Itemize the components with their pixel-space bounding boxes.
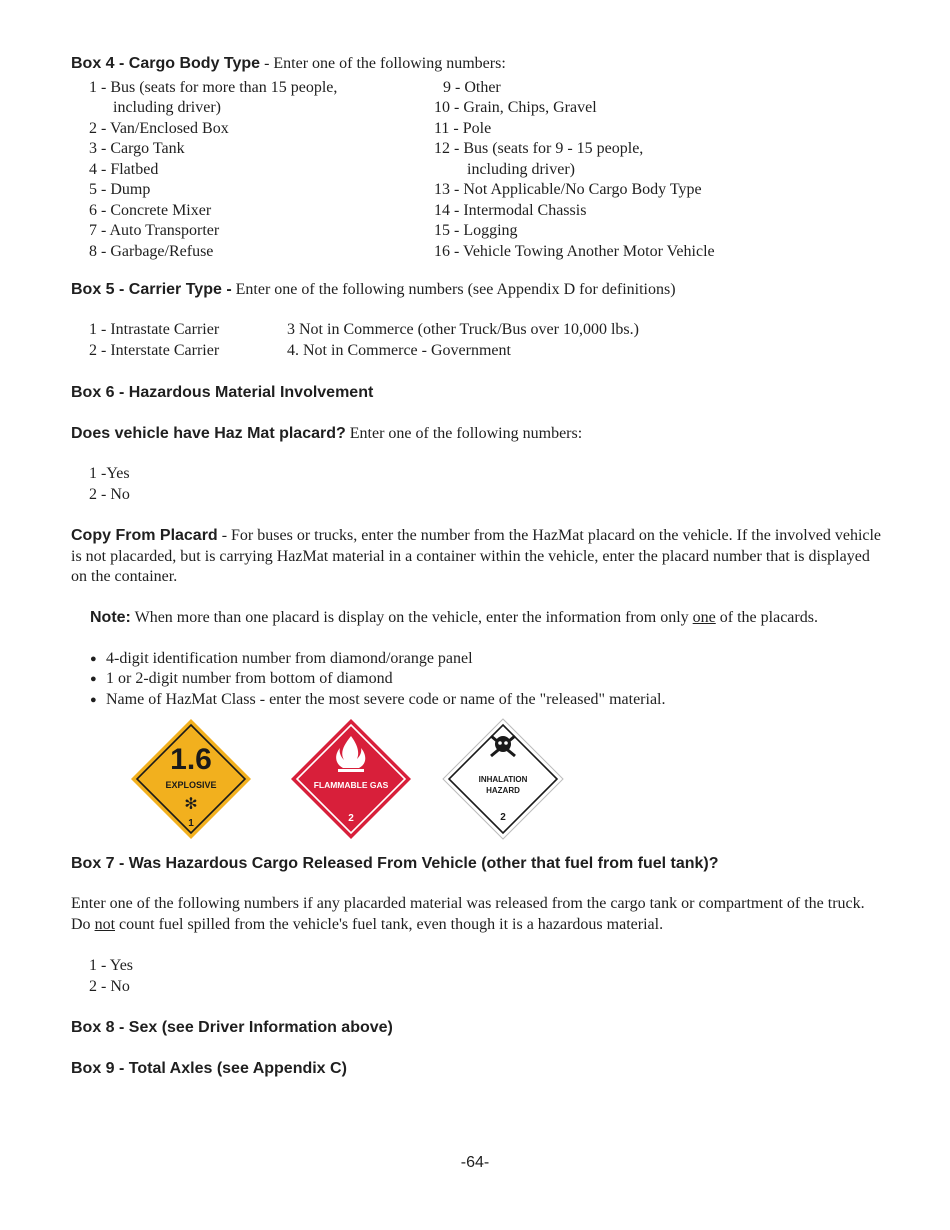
list-item: 15 - Logging: [434, 222, 518, 239]
placard-division: 1.6: [170, 743, 212, 776]
asterisk-icon: ✻: [184, 794, 198, 813]
list-item: 9 - Other: [443, 79, 501, 96]
box7-text-pre: Enter one of the following numbers if any placarded material was released from the cargo tank or compartment of the truck. Do: [71, 895, 865, 933]
list-item: 6 - Concrete Mixer: [89, 202, 212, 219]
list-item: 11 - Pole: [434, 120, 492, 137]
placard-class-number: 2: [500, 812, 506, 823]
copy-from-placard-paragraph: [71, 526, 883, 588]
box4-heading: Box 4 - Cargo Body Type: [71, 55, 261, 72]
list-item: 8 - Garbage/Refuse: [89, 243, 214, 260]
box9-heading: Box 9 - Total Axles (see Appendix C): [71, 1060, 347, 1077]
list-item: 1 -Yes: [89, 465, 130, 482]
page-number: -64-: [460, 1154, 490, 1171]
list-item: 2 - Interstate Carrier: [89, 342, 220, 359]
placard-class-number: 1: [188, 818, 194, 829]
list-item: 14 - Intermodal Chassis: [434, 202, 587, 219]
list-item: including driver): [113, 99, 221, 116]
hazmat-placards: [128, 716, 568, 842]
box7-text-post: count fuel spilled from the vehicle's fuel tank, even though it is a hazardous material.: [115, 915, 664, 933]
bullet-item: [90, 649, 473, 669]
list-item: 3 - Cargo Tank: [89, 140, 185, 157]
note-text-pre: When more than one placard is display on the vehicle, enter the information from only: [130, 609, 693, 626]
bullet-text: 4-digit identification number from diamond/orange panel: [106, 650, 473, 667]
box7-paragraph: [71, 894, 883, 935]
list-item: 10 - Grain, Chips, Gravel: [434, 99, 597, 116]
flammable-gas-placard-icon: [288, 716, 414, 842]
list-item: 4 - Flatbed: [89, 161, 159, 178]
list-item: 4. Not in Commerce - Government: [287, 342, 511, 359]
placard-label: FLAMMABLE GAS: [313, 780, 389, 790]
explosive-placard-icon: [128, 716, 254, 842]
list-item: 1 - Intrastate Carrier: [89, 321, 220, 338]
list-item: 2 - Van/Enclosed Box: [89, 120, 229, 137]
list-item: 3 Not in Commerce (other Truck/Bus over 10,000 lbs.): [287, 321, 639, 338]
box4-title-line: [71, 54, 506, 74]
list-item: 5 - Dump: [89, 181, 151, 198]
bullet-icon: ●: [90, 653, 97, 665]
list-item: 13 - Not Applicable/No Cargo Body Type: [434, 181, 702, 198]
bullet-text: Name of HazMat Class - enter the most severe code or name of the "released" material.: [106, 691, 666, 708]
list-item: 16 - Vehicle Towing Another Motor Vehicle: [434, 243, 715, 260]
copy-from-placard-text: - For buses or trucks, enter the number from the HazMat placard on the vehicle. If the involved vehicle is not placarded, but is carrying HazMat material in a container within the vehicle, enter the placard number that is displayed on the container.: [71, 527, 882, 585]
box5-heading: Box 5 - Carrier Type -: [71, 281, 232, 298]
bullet-icon: ●: [90, 673, 97, 685]
box5-intro: Enter one of the following numbers (see Appendix D for definitions): [231, 281, 676, 298]
note-text-post: of the placards.: [715, 609, 818, 626]
placard-question-intro: Enter one of the following numbers:: [345, 425, 583, 442]
placard-question: [71, 424, 582, 444]
box8-heading: Box 8 - Sex (see Driver Information above): [71, 1019, 393, 1036]
note-label: Note:: [90, 609, 131, 626]
placard-class-number: 2: [348, 813, 354, 824]
box7-heading: Box 7 - Was Hazardous Cargo Released From Vehicle (other that fuel from fuel tank)?: [71, 855, 719, 872]
list-item: 12 - Bus (seats for 9 - 15 people,: [434, 140, 644, 157]
list-item: 1 - Yes: [89, 957, 134, 974]
box7-text-underline: not: [94, 915, 116, 933]
inhalation-hazard-placard-icon: [440, 716, 566, 842]
box4-intro: - Enter one of the following numbers:: [260, 55, 506, 72]
box5-title-line: [71, 280, 676, 300]
list-item: 2 - No: [89, 978, 130, 995]
bullet-icon: ●: [90, 694, 97, 706]
copy-from-placard-heading: Copy From Placard: [71, 527, 218, 544]
list-item: 7 - Auto Transporter: [89, 222, 220, 239]
placard-label-line1: INHALATION: [478, 775, 528, 784]
bullet-item: [90, 669, 393, 689]
bullet-item: [90, 690, 666, 710]
list-item: 1 - Bus (seats for more than 15 people,: [89, 79, 338, 96]
bullet-text: 1 or 2-digit number from bottom of diamond: [106, 670, 393, 687]
placard-label-line2: HAZARD: [486, 786, 520, 795]
placard-label: EXPLOSIVE: [165, 780, 217, 790]
placard-question-heading: Does vehicle have Haz Mat placard?: [71, 425, 346, 442]
box6-heading: Box 6 - Hazardous Material Involvement: [71, 384, 374, 401]
list-item: including driver): [467, 161, 575, 178]
note-underline: one: [692, 609, 716, 626]
note: [90, 608, 818, 628]
list-item: 2 - No: [89, 486, 130, 503]
